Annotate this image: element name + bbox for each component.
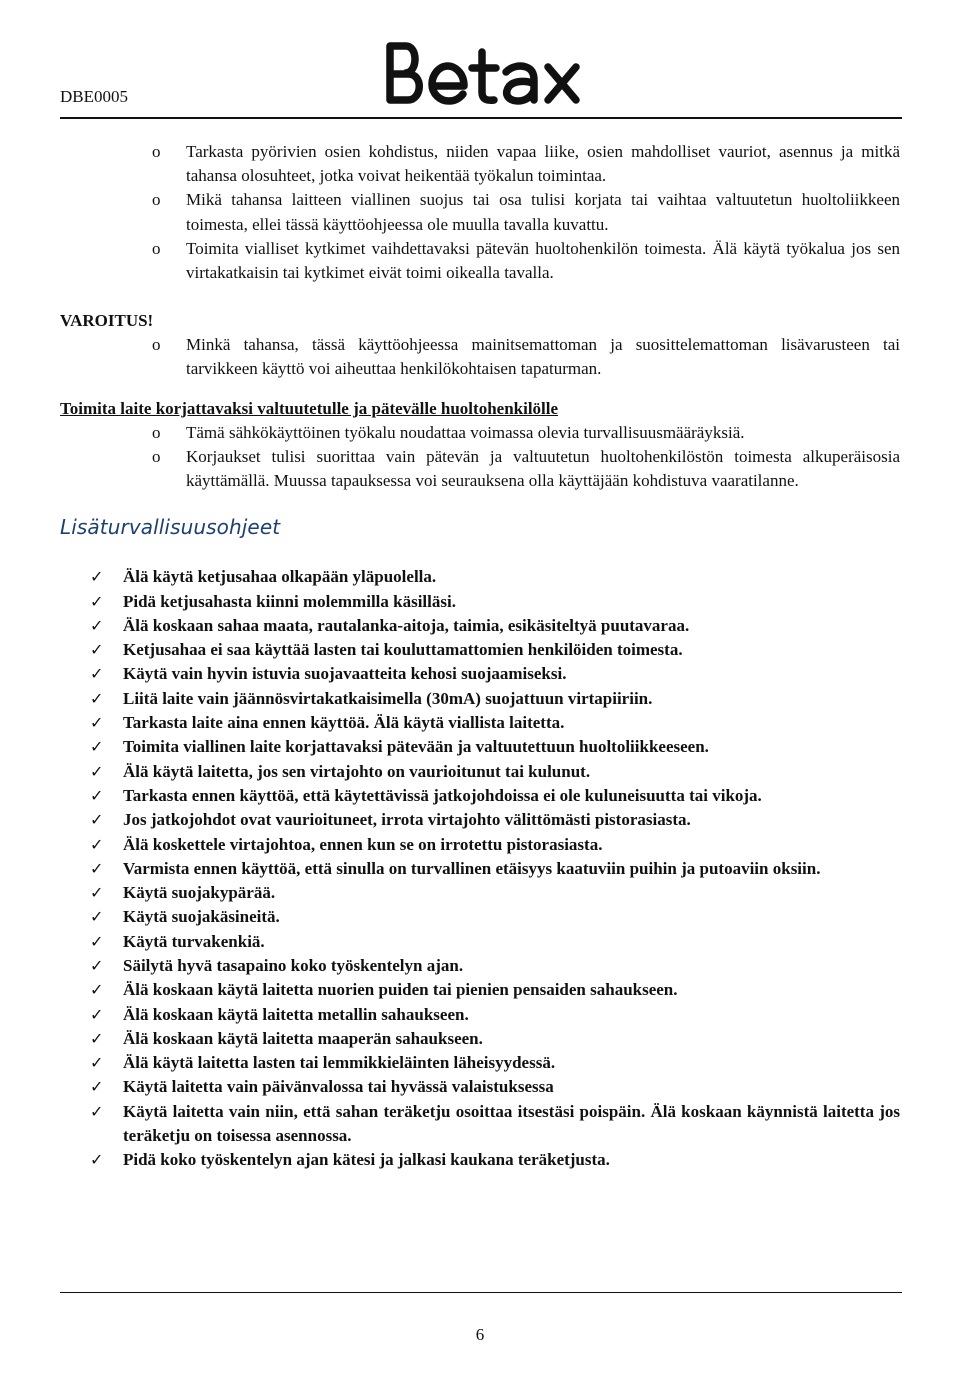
bullet-icon: o [152,422,161,442]
bullet-icon: o [152,446,161,466]
checkmark-icon: ✓ [90,1077,104,1097]
checkmark-icon: ✓ [90,883,104,903]
checklist-item: ✓ Älä käytä laitetta lasten tai lemmikkieläinten läheisyydessä. [60,1051,902,1075]
checklist-item: ✓ Käytä laitetta vain niin, että sahan teräketju osoittaa itsestäsi poispäin. Älä koskaan käynnistä laitetta jos teräketju on toisessa asennossa. [90,1101,900,1146]
list-item: o Korjaukset tulisi suorittaa vain pätevän ja valtuutetun huoltohenkilöstön toimesta alkuperäisosia käyttämällä. Muussa tapauksessa voi seurauksena olla käyttäjään kohdistuva vaaratilanne. [152,446,900,491]
checkmark-icon: ✓ [90,931,104,951]
list-item: o Toimita vialliset kytkimet vaihdettavaksi pätevän huoltohenkilön toimesta. Älä käytä työkalua jos sen virtakatkaisin tai kytkimet eivät toimi oikealla tavalla. [152,238,900,283]
checklist-item: ✓ Älä käytä laitetta, jos sen virtajohto on vaurioitunut tai kulunut. [60,760,902,784]
checklist-item: ✓ Pidä ketjusahasta kiinni molemmilla käsilläsi. [60,590,902,614]
warning-list [60,333,902,381]
checklist-item: ✓ Tarkasta ennen käyttöä, että käytettävissä jatkojohdoissa ei ole kuluneisuutta tai vikoja. [60,784,902,808]
checkmark-icon: ✓ [90,1053,104,1073]
list-item: o Mikä tahansa laitteen viallinen suojus tai osa tulisi korjata tai vaihtaa valtuutetun huoltoliikkeen toimesta, ellei tässä käyttöohjeessa ole muulla tavalla kuvattu. [152,190,900,234]
checklist-item: ✓ Tarkasta laite aina ennen käyttöä. Älä käytä viallista laitetta. [60,711,902,735]
checkmark-icon: ✓ [90,640,104,660]
checkmark-icon: ✓ [90,858,104,878]
service-list [60,421,902,494]
checkmark-icon: ✓ [90,688,104,708]
list-item: o Minkä tahansa, tässä käyttöohjeessa mainitsemattoman ja suosittelemattoman lisävarusteen tai tarvikkeen käyttö voi aiheuttaa henkilökohtaisen tapaturman. [152,335,900,379]
bullet-icon: o [152,238,161,258]
page-content [60,140,902,1173]
checkmark-icon: ✓ [90,810,104,830]
checkmark-icon: ✓ [90,834,104,854]
checkmark-icon: ✓ [90,591,104,611]
checkmark-icon: ✓ [90,567,104,587]
betax-logo [382,36,582,110]
checkmark-icon: ✓ [90,1150,104,1170]
safety-checklist [60,565,902,1172]
page-number: 6 [475,1325,485,1344]
checklist-item: ✓ Jos jatkojohdot ovat vaurioituneet, irrota virtajohto välittömästi pistorasiasta. [60,808,902,832]
bullet-icon: o [152,335,161,355]
checklist-item: ✓ Älä koskaan käytä laitetta metallin sahaukseen. [60,1003,902,1027]
checklist-item: ✓ Käytä vain hyvin istuvia suojavaatteita kehosi suojaamiseksi. [60,662,902,686]
header-rule [60,117,902,119]
bullet-icon: o [152,142,161,161]
checklist-item: ✓ Älä koskaan sahaa maata, rautalanka-aitoja, taimia, esikäsiteltyä puutavaraa. [60,614,902,638]
checklist-item: ✓ Säilytä hyvä tasapaino koko työskentelyn ajan. [60,954,902,978]
checkmark-icon: ✓ [90,664,104,684]
checkmark-icon: ✓ [90,761,104,781]
checklist-item: ✓ Käytä turvakenkiä. [60,930,902,954]
checklist-item: ✓ Liitä laite vain jäännösvirtakatkaisimella (30mA) suojattuun virtapiiriin. [60,687,902,711]
list-item: o Tämä sähkökäyttöinen työkalu noudattaa voimassa olevia turvallisuusmääräyksiä. [60,421,902,445]
checklist-item: ✓ Varmista ennen käyttöä, että sinulla on turvallinen etäisyys kaatuviin puihin ja putoaviin oksiin. [60,857,902,881]
checkmark-icon: ✓ [90,615,104,635]
service-heading: Toimita laite korjattavaksi valtuutetulle ja pätevälle huoltohenkilölle [60,398,559,418]
warning-heading: VAROITUS! [60,311,154,331]
document-code: DBE0005 [60,87,128,106]
checkmark-icon: ✓ [90,785,104,805]
checklist-item: ✓ Pidä koko työskentelyn ajan kätesi ja jalkasi kaukana teräketjusta. [60,1148,902,1172]
checklist-item: ✓ Ketjusahaa ei saa käyttää lasten tai kouluttamattomien henkilöiden toimesta. [60,638,902,662]
checklist-item: ✓ Älä koskaan käytä laitetta maaperän sahaukseen. [60,1027,902,1051]
checklist-item: ✓ Käytä laitetta vain päivänvalossa tai hyvässä valaistuksessa [60,1075,902,1099]
checkmark-icon: ✓ [90,907,104,927]
checkmark-icon: ✓ [90,713,104,733]
section-title: Lisäturvallisuusohjeet [60,515,281,540]
footer-rule [60,1292,902,1293]
list-item: o Tarkasta pyörivien osien kohdistus, niiden vapaa liike, osien mahdolliset vauriot, asennus ja mitkä tahansa olosuhteet, jotka voivat heikentää työkalun toimintaa. [152,142,900,186]
bullet-icon: o [152,190,161,210]
checklist-item: ✓ Älä koskettele virtajohtoa, ennen kun se on irrotettu pistorasiasta. [60,833,902,857]
checklist-item: ✓ Toimita viallinen laite korjattavaksi pätevään ja valtuutettuun huoltoliikkeeseen. [60,735,902,759]
checkmark-icon: ✓ [90,1101,104,1121]
checkmark-icon: ✓ [90,1004,104,1024]
page-header [0,0,960,120]
checklist-item: ✓ Älä koskaan käytä laitetta nuorien puiden tai pienien pensaiden sahaukseen. [60,978,902,1002]
checklist-item: ✓ Käytä suojakypärää. [60,881,902,905]
checkmark-icon: ✓ [90,980,104,1000]
intro-list [60,140,902,285]
checkmark-icon: ✓ [90,737,104,757]
checklist-item: ✓ Käytä suojakäsineitä. [60,905,902,929]
checkmark-icon: ✓ [90,1028,104,1048]
checklist-item: ✓ Älä käytä ketjusahaa olkapään yläpuolella. [60,565,902,589]
checkmark-icon: ✓ [90,955,104,975]
